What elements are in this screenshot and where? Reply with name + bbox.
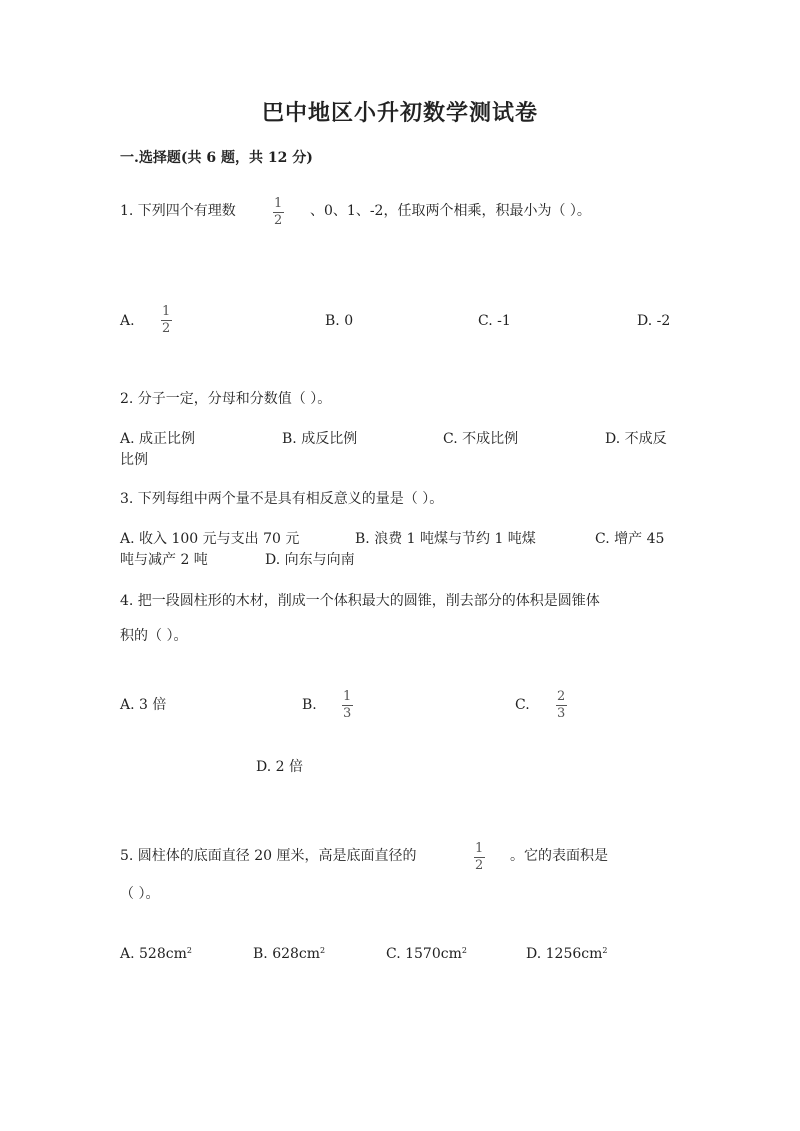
q2-option-d-continued[interactable]: 比例 [120,452,148,468]
q4-option-a[interactable]: A. 3 倍 [120,697,167,713]
q4-option-c[interactable]: C. [515,697,530,713]
fraction-numerator: 1 [475,841,484,856]
q4-option-c-fraction [555,690,567,721]
q5-option-d[interactable] [526,941,607,964]
q2-option-d[interactable]: D. 不成反 [605,431,667,447]
q3-option-a[interactable]: A. 收入 100 元与支出 70 元 [120,531,300,547]
q5-option-c[interactable] [386,941,467,964]
q1-option-a-fraction [160,305,172,336]
page-title: 巴中地区小升初数学测试卷 [261,100,538,126]
q5-stem-end: 。它的表面积是 [510,848,608,864]
q5-option-b[interactable] [253,941,325,964]
q5-option-b-text: B. 628cm [253,946,321,962]
q1-fraction-denominator: 2 [274,213,283,228]
unit-superscript: 2 [186,946,192,955]
q5-option-c-text: C. 1570cm [386,946,462,962]
fraction-denominator: 3 [343,706,352,721]
q5-stem-start: 5. 圆柱体的底面直径 20 厘米，高是底面直径的 [120,848,417,864]
q1-option-a[interactable]: A. [120,313,135,329]
q3-stem: 3. 下列每组中两个量不是具有相反意义的量是（ ）。 [120,491,444,507]
q5-option-d-text: D. 1256cm [526,946,603,962]
q1-fraction-numerator: 1 [274,196,283,211]
fraction-numerator: 2 [557,689,566,704]
q2-stem: 2. 分子一定，分母和分数值（ ）。 [120,391,332,407]
q1-option-d[interactable]: D. -2 [637,313,671,329]
unit-superscript: 2 [320,946,326,955]
q1-fraction [272,197,284,228]
q5-option-a-text: A. 528cm [120,946,187,962]
q5-fraction [473,842,485,873]
q1-option-b[interactable]: B. 0 [325,313,354,329]
unit-superscript: 2 [461,946,467,955]
q1-option-c[interactable]: C. -1 [478,313,511,329]
q1-stem-start: 1. 下列四个有理数 [120,203,236,219]
q4-option-b-fraction [341,690,353,721]
q2-option-b[interactable]: B. 成反比例 [282,431,358,447]
fraction-denominator: 2 [475,858,484,873]
q4-option-d[interactable]: D. 2 倍 [256,759,303,775]
q4-stem-line1: 4. 把一段圆柱形的木材，削成一个体积最大的圆锥，削去部分的体积是圆锥体 [120,593,600,609]
q3-option-b[interactable]: B. 浪费 1 吨煤与节约 1 吨煤 [355,531,536,547]
section-heading: 一.选择题(共 6 题，共 12 分) [120,150,313,166]
q4-option-b[interactable]: B. [302,697,317,713]
fraction-numerator: 1 [162,304,171,319]
q5-option-a[interactable] [120,941,192,964]
fraction-denominator: 2 [162,321,171,336]
q5-stem-line2: （ ）。 [120,886,160,902]
unit-superscript: 2 [602,946,608,955]
q1-stem-end: 、0、1、-2，任取两个相乘，积最小为（ ）。 [310,203,591,219]
fraction-denominator: 3 [557,706,566,721]
q2-option-a[interactable]: A. 成正比例 [120,431,196,447]
q4-stem-line2: 积的（ ）。 [120,628,188,644]
q2-option-c[interactable]: C. 不成比例 [443,431,519,447]
q3-option-d[interactable]: D. 向东与向南 [265,552,355,568]
fraction-numerator: 1 [343,689,352,704]
q3-option-c[interactable]: C. 增产 45 [595,531,665,547]
q3-option-c-continued[interactable]: 吨与减产 2 吨 [120,552,208,568]
